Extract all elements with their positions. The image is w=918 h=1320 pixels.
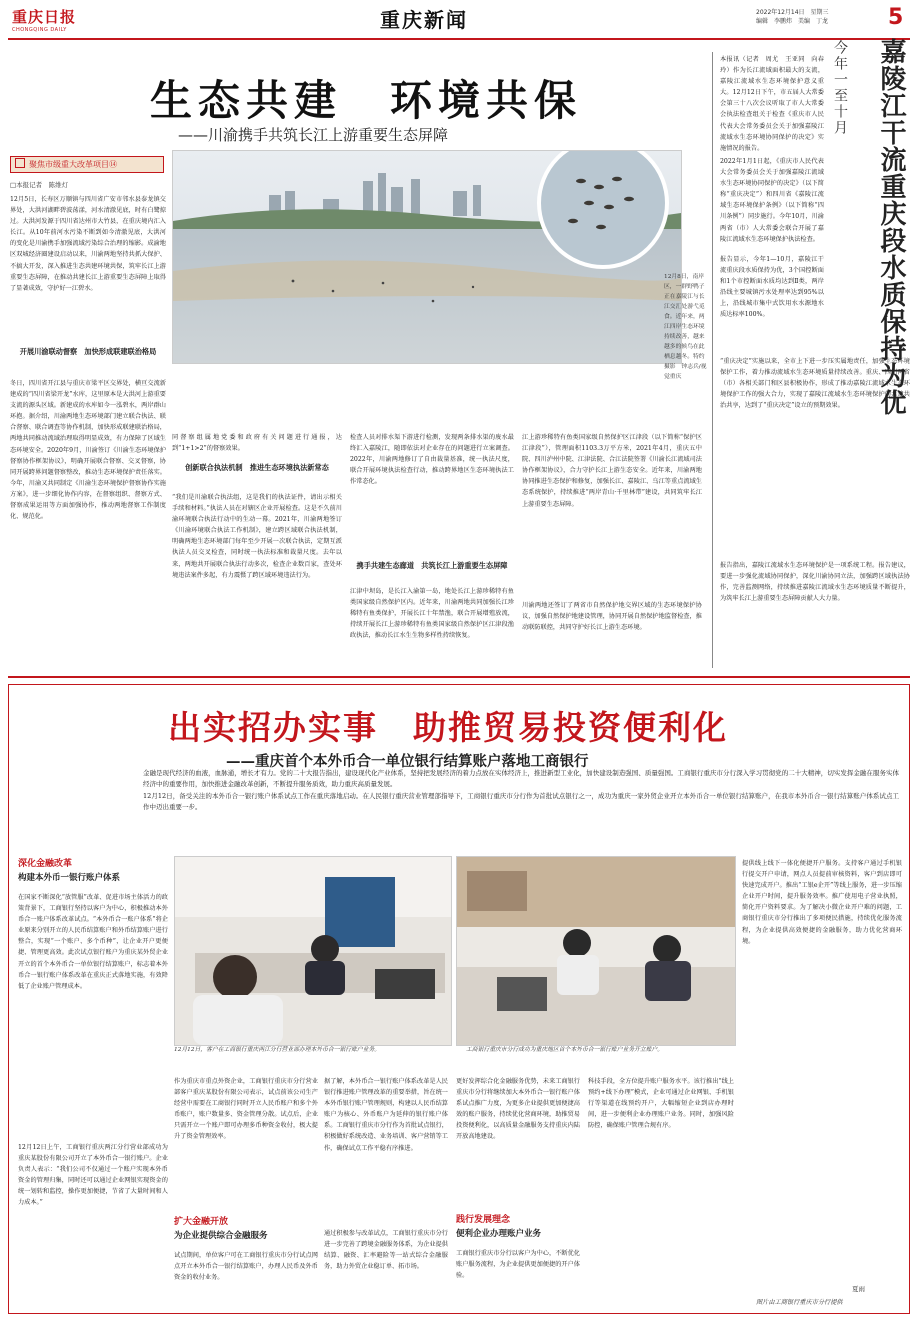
- feature-col-d-para1: 更好发挥综合化金融服务优势，未来工商银行重庆市分行将继续加大本外币合一银行账户体系试点推广力度，为更多企业提供更加便捷高效的账户服务，持续优化营商环境，助推贸易投资便利化，以高质量金融服务支持重庆内陆开放高地建设。: [456, 1078, 580, 1141]
- article-col2-para1: 同督察组属地党委和政府有关问题进行通报，达到“1+1>2”的督察效果。: [172, 434, 342, 453]
- column-divider: [712, 52, 713, 668]
- bank-desk-photo: [457, 857, 735, 1045]
- logo-text: 重庆日报: [12, 8, 77, 26]
- feature-col-f-para: 提供线上线下一体化便捷开户服务。支持客户通过手机银行提交开户申请，网点人员提前审核资料，客户到店即可快速完成开户。推出“工银e企开”等线上服务，进一步压缩企业开户时间，提升服务效率。推广使用电子营业执照，简化开户资料要求。为了解决小微企业开户难的问题，工商银行重庆市分行推出了多项便民措施，持续优化服务流程，为企业提供高效便捷的金融服务，助力优化营商环境。: [742, 860, 902, 945]
- feature-headline: 出实招办实事 助推贸易投资便利化: [168, 708, 728, 747]
- feature-s2-para2: 试点期间，单位客户可在工商银行重庆市分行试点网点开立本外币合一银行结算账户，办理人民币及外币资金的收付业务。: [174, 1252, 318, 1282]
- feature-photo-credit: 图片由工商银行重庆市分行提供: [756, 1299, 843, 1306]
- feature-s1-para2: 12月12日上午，工商银行重庆两江分行营业部成功为重庆某股份有限公司开立了本外币合一银行账户。企业负责人表示：“我们公司不仅通过一个账户实现本外币资金的管理归集，同时还可以通过企业网银实现资金的统一划转和监控，操作更加便捷，节省了大量时间和人力成本。”: [18, 1144, 168, 1207]
- feature-s1-para1: 在国家不断深化“放管服”改革、促进市场主体活力的政策背景下，工商银行坚持以客户为中心，积极推动本外币合一账户体系改革试点。“本外币合一账户体系”将企业原来分别开立的人民币结算账户和外币结算账户进行整合，实现“一个账户、多个币种”，让企业开户更便捷、管理更高效。此次试点银行账户为重庆某外贸企业开立的首个本外币合一单位银行结算账户，标志着本外币合一银行账户体系改革在重庆正式落地实施，有效降低了企业账户管理成本。: [18, 894, 168, 990]
- logo-subtext: CHONGQING DAILY: [12, 27, 67, 33]
- main-headline: 生态共建 环境共保: [150, 76, 583, 125]
- feature-s2-para1: 作为重庆市重点外资企业，工商银行重庆市分行营业部客户重庆某股份有限公司表示，试点前该公司生产经营中需要在工商银行同时开立人民币账户和多个外币账户，账户数量多、资金管理分散。试点后，企业只需开立一个账户即可办理多币种资金收付，极大提升了资金管理效率。: [174, 1078, 318, 1141]
- feature-s2-head: 扩大金融开放: [174, 1217, 229, 1227]
- feature-signature: 夏雨: [852, 1285, 865, 1293]
- page-number: 5: [888, 5, 904, 30]
- article-col4-para2: 川渝两地还签订了两省市自然保护地交界区域的生态环境保护协议，加强自然保护地建设管理，协同开展自然保护地监督检查，推动联防联控，共同守护好长江上游生态环境。: [522, 602, 702, 632]
- river-photo-illustration: [173, 151, 681, 363]
- side-story-headline: 嘉陵江干流重庆段水质保持为优: [876, 38, 906, 416]
- byline: □本报记者 陈维灯: [10, 181, 69, 189]
- article-col1-para2: 冬日，四川省开江县与重庆市梁平区交界处，横亘交流新建成的“四川省梁开龙”水库，这里原本是大洪河上游重要支流的源头区域。新建成的水库如今一泓碧水，两岸群山环抱。据介绍，川渝两地生态环境部门建立联合执法、联合督察、联合调查等协作机制，加快形成联建联治格局，两地共同推动流域治理取得明显成效，有力保障了区域生态环境安全。2020年9月，川渝签订《川渝生态环境保护督察协作框架协议》，明确开展联合督察、交叉督察，协同开展跨界问题督察整改，推动生态环境保护责任落实。今年，川渝又共同制定《川渝生态环境保护督察协作实施方案》，进一步细化协作内容，在督察组织、督察方式、督察成果运用等方面加强协作，推动两地督察工作制度化、规范化。: [10, 380, 166, 521]
- tag-box-icon: [15, 158, 25, 168]
- newspaper-logo: [12, 6, 90, 34]
- main-subheadline: ——川渝携手共筑长江上游重要生态屏障: [178, 126, 449, 144]
- article-col3-para2: 江津中坝岛，是长江入渝第一岛，地处长江上游珍稀特有鱼类国家级自然保护区内。近年来，川渝两地共同加强长江珍稀特有鱼类保护，开展长江十年禁渔，联合开展增殖放流，持续开展长江上游珍稀特有鱼类国家级自然保护区江津段渔政执法，推动长江水生生物多样性持续恢复。: [350, 588, 514, 640]
- feature-s3-head2: 便利企业办理账户业务: [456, 1229, 542, 1239]
- feature-lead-para2: 12月12日，备受关注的本外币合一银行账户体系试点工作在重庆落地启动。在人民银行重庆营业管理部指导下，工商银行重庆市分行作为首批试点银行之一，成功为重庆一家外贸企业开立本外币合一单位银行结算账户，在我市本外币合一银行结算账户体系试点工作中迈出重要一步。: [143, 791, 899, 811]
- feature-s1-head: 深化金融改革: [18, 859, 73, 869]
- series-tag-label: 聚焦市级重大改革项目⑭: [29, 160, 117, 169]
- side-story-byline: 本报讯（记者 周尤 王亚同 向春玲）: [720, 56, 824, 75]
- article-col3-para1: 检查人员对排水渠下游进行检测，发现两条排水渠的废水最终汇入嘉陵江，随即依法对企业存在的问题进行立案调查。2022年，川渝两地修订了自由裁量基准，统一执法尺度，联合开展环境执法检查行动，推动跨界地区生态环境执法工作常态化。: [350, 434, 514, 486]
- feature-lead-para1: 金融是现代经济的血液，血脉通，增长才有力。党的二十大报告指出，建设现代化产业体系，坚持把发展经济的着力点放在实体经济上，推进新型工业化，加快建设制造强国、质量强国。工商银行重庆市分行深入学习贯彻党的二十大精神，切实发挥金融在服务实体经济中的重要作用，加快推进金融改革创新，不断提升服务质效，助力重庆高质量发展。: [143, 769, 899, 789]
- feature-col-c-para2: 通过积极参与改革试点，工商银行重庆市分行进一步完善了跨境金融服务体系，为企业提供结算、融资、汇率避险等一站式综合金融服务，助力外贸企业稳订单、拓市场。: [324, 1230, 448, 1271]
- feature-col-c-para1: 据了解，本外币合一银行账户体系改革是人民银行推进账户管理改革的重要举措，旨在统一本外币银行账户管理规则，构建以人民币结算账户为核心、外币账户为延伸的银行账户体系。工商银行重庆市分行作为首批试点银行，积极做好系统改造、业务培训、客户营销等工作，确保试点工作平稳有序推进。: [324, 1078, 448, 1152]
- feature-photo-1-caption: 12月12日，客户在工商银行重庆两江分行营业部办理本外币合一银行账户业务。: [174, 1047, 381, 1053]
- feature-photo-2: [456, 856, 736, 1046]
- main-photo: [172, 150, 682, 364]
- feature-col-e-para: 科技手段，全方位提升账户服务水平。该行推出“线上预约+线下办理”模式，企业可通过企业网银、手机银行等渠道在线预约开户，大幅缩短企业到店办理时间，进一步便利企业办理账户业务。同时，加强风险防控，确保账户管理合规有序。: [588, 1078, 734, 1130]
- section-title: 重庆新闻: [380, 8, 468, 32]
- issue-info: [756, 8, 829, 26]
- side-story-kicker: 今年一至十月: [832, 40, 848, 136]
- section-divider: [8, 676, 910, 678]
- header-rule: [8, 38, 910, 40]
- feature-subheadline: ——重庆首个本外币合一单位银行结算账户落地工商银行: [226, 754, 589, 770]
- article-col3-subhead: 携手共建生态廊道 共筑长江上游重要生态屏障: [356, 561, 508, 570]
- page-header: [0, 0, 918, 40]
- feature-photo-2-caption: 工商银行重庆市分行成功为重庆地区首个本外币合一银行账户业务开立账户。: [466, 1047, 664, 1053]
- feature-lead: [143, 768, 899, 813]
- side-story-para2: 2022年1月1日起，《重庆市人民代表大会常务委员会关于加强嘉陵江流域水生态环境协同保护的决定》（以下简称“重庆决定”）和四川省《嘉陵江流域生态环境保护条例》（以下简称“四川条例”）同步施行。今年10月，川渝两省（市）人大常委会联合开展了嘉陵江流域水生态环境保护执法检查。: [720, 158, 824, 243]
- side-story-para3: 报告显示，今年1—10月，嘉陵江干流重庆段水质保持为优，3个国控断面和1个市控断面水质均达到Ⅱ类，两岸沿线主要城镇污水处理率达到95%以上，沿线城市集中式饮用水水源地水质达标率100%。: [720, 256, 824, 319]
- series-tag: [10, 156, 164, 173]
- side-story-para4: “重庆决定”实施以来，全市上下进一步压实属地责任，加强生态环境保护工作，着力推动流域水生态环境质量持续改善。重庆、四川两省（市）各相关部门和区县积极协作，形成了推动嘉陵江流域水生态环境保护工作的强大合力，实现了嘉陵江流域水生态环境保护的共建共治共享，达到了“重庆决定”设立的预期效果。: [720, 358, 910, 410]
- feature-s3-head: 践行发展理念: [456, 1215, 511, 1225]
- side-story-para5: 报告指出，嘉陵江流域水生态环境保护是一项系统工程。报告建议，要进一步强化流域协同保护，深化川渝协同立法，加强跨区域执法协作，完善监测网络，持续推进嘉陵江流域水生态环境质量不断提升，为筑牢长江上游重要生态屏障贡献人大力量。: [720, 562, 910, 603]
- date-line: 2022年12月14日 星期三: [756, 9, 829, 16]
- article-col2-subhead: 创新联合执法机制 推进生态环境执法新常态: [185, 463, 329, 472]
- side-story-para1: 作为长江流域面积最大的支流，嘉陵江流域水生态环境保护意义重大。12月12日下午，市五届人大常委会第三十八次会议听取了市人大常委会执法检查组关于检查《重庆市人民代表大会常务委员会关于加强嘉陵江流域水生态环境协同保护的决定》实施情况的报告。: [720, 67, 824, 152]
- article-col4-para1: 江上游珍稀特有鱼类国家级自然保护区江津段（以下简称“保护区江津段”），管理面积1103.3万平方米，2021年4月，重庆五中院、四川泸州中院、江津法院、合江法院签署《川渝长江流域司法协作框架协议》，合力守护长江上游生态安全。近年来，川渝两地协同推进生态保护和修复，加强长江、嘉陵江、乌江等重点流域生态系统保护，持续推进“两岸青山·千里林带”建设，共同筑牢长江上游重要生态屏障。: [522, 434, 702, 508]
- article-col2-para2: “我们是川渝联合执法组，这是我们的执法证件，请出示相关手续和材料。”执法人员在对辖区企业开展检查。这是不久前川渝环境联合执法行动中的生动一幕。2021年，川渝两地签订《川渝环境联合执法工作机制》，建立跨区域联合执法机制，明确两地生态环境部门每年至少开展一次联合执法，定期互派执法人员交叉检查，同时统一执法标准和裁量尺度。去年以来，两地共开展联合执法行动多次，检查企业数百家，查处环境违法案件多起，有力震慑了跨区域环境违法行为。: [172, 494, 342, 579]
- feature-photo-1: [174, 856, 452, 1046]
- bank-counter-photo: [175, 857, 451, 1045]
- article-col1-para1: 12月5日，长寿区万顺镇与四川省广安市邻水县泰龙镇交界处，大洪河湖畔碧波荡漾，河水清澈见底，时有白鹭掠过。大洪河发源于四川省达州市大竹县，在重庆境内汇入长江。从10年前河水污染不断到如今清澈见底，大洪河的变化是川渝携手加强流域污染综合治理的缩影。成渝地区双城经济圈建设启动以来，川渝两地坚持共抓大保护、不搞大开发，深入推进生态共建环境共保，筑牢长江上游重要生态屏障，在推动共建长江上游重要生态屏障上取得了显著成效，守护好一江碧水。: [10, 196, 166, 292]
- side-story-byline-para: [720, 54, 824, 152]
- feature-s1-head2: 构建本外币一银行账户体系: [18, 873, 121, 883]
- feature-s3-para: 工商银行重庆市分行以客户为中心，不断优化账户服务流程，为企业提供更加便捷的开户体验。: [456, 1250, 580, 1280]
- main-photo-caption: 12月8日，南岸区，一群野鸭子正在嘉陵江与长江交汇处游弋觅食。近年来，两江四岸生态环境持续改善，越来越多的候鸟在此栖息越冬。特约摄影 钟志兵/视觉重庆: [664, 274, 707, 380]
- article-col1-subhead: 开展川渝联动督察 加快形成联建联治格局: [19, 347, 157, 356]
- editors-line: 编辑 李鹏炜 美编 丁龙: [756, 18, 829, 25]
- feature-s2-head2: 为企业提供综合金融服务: [174, 1231, 268, 1241]
